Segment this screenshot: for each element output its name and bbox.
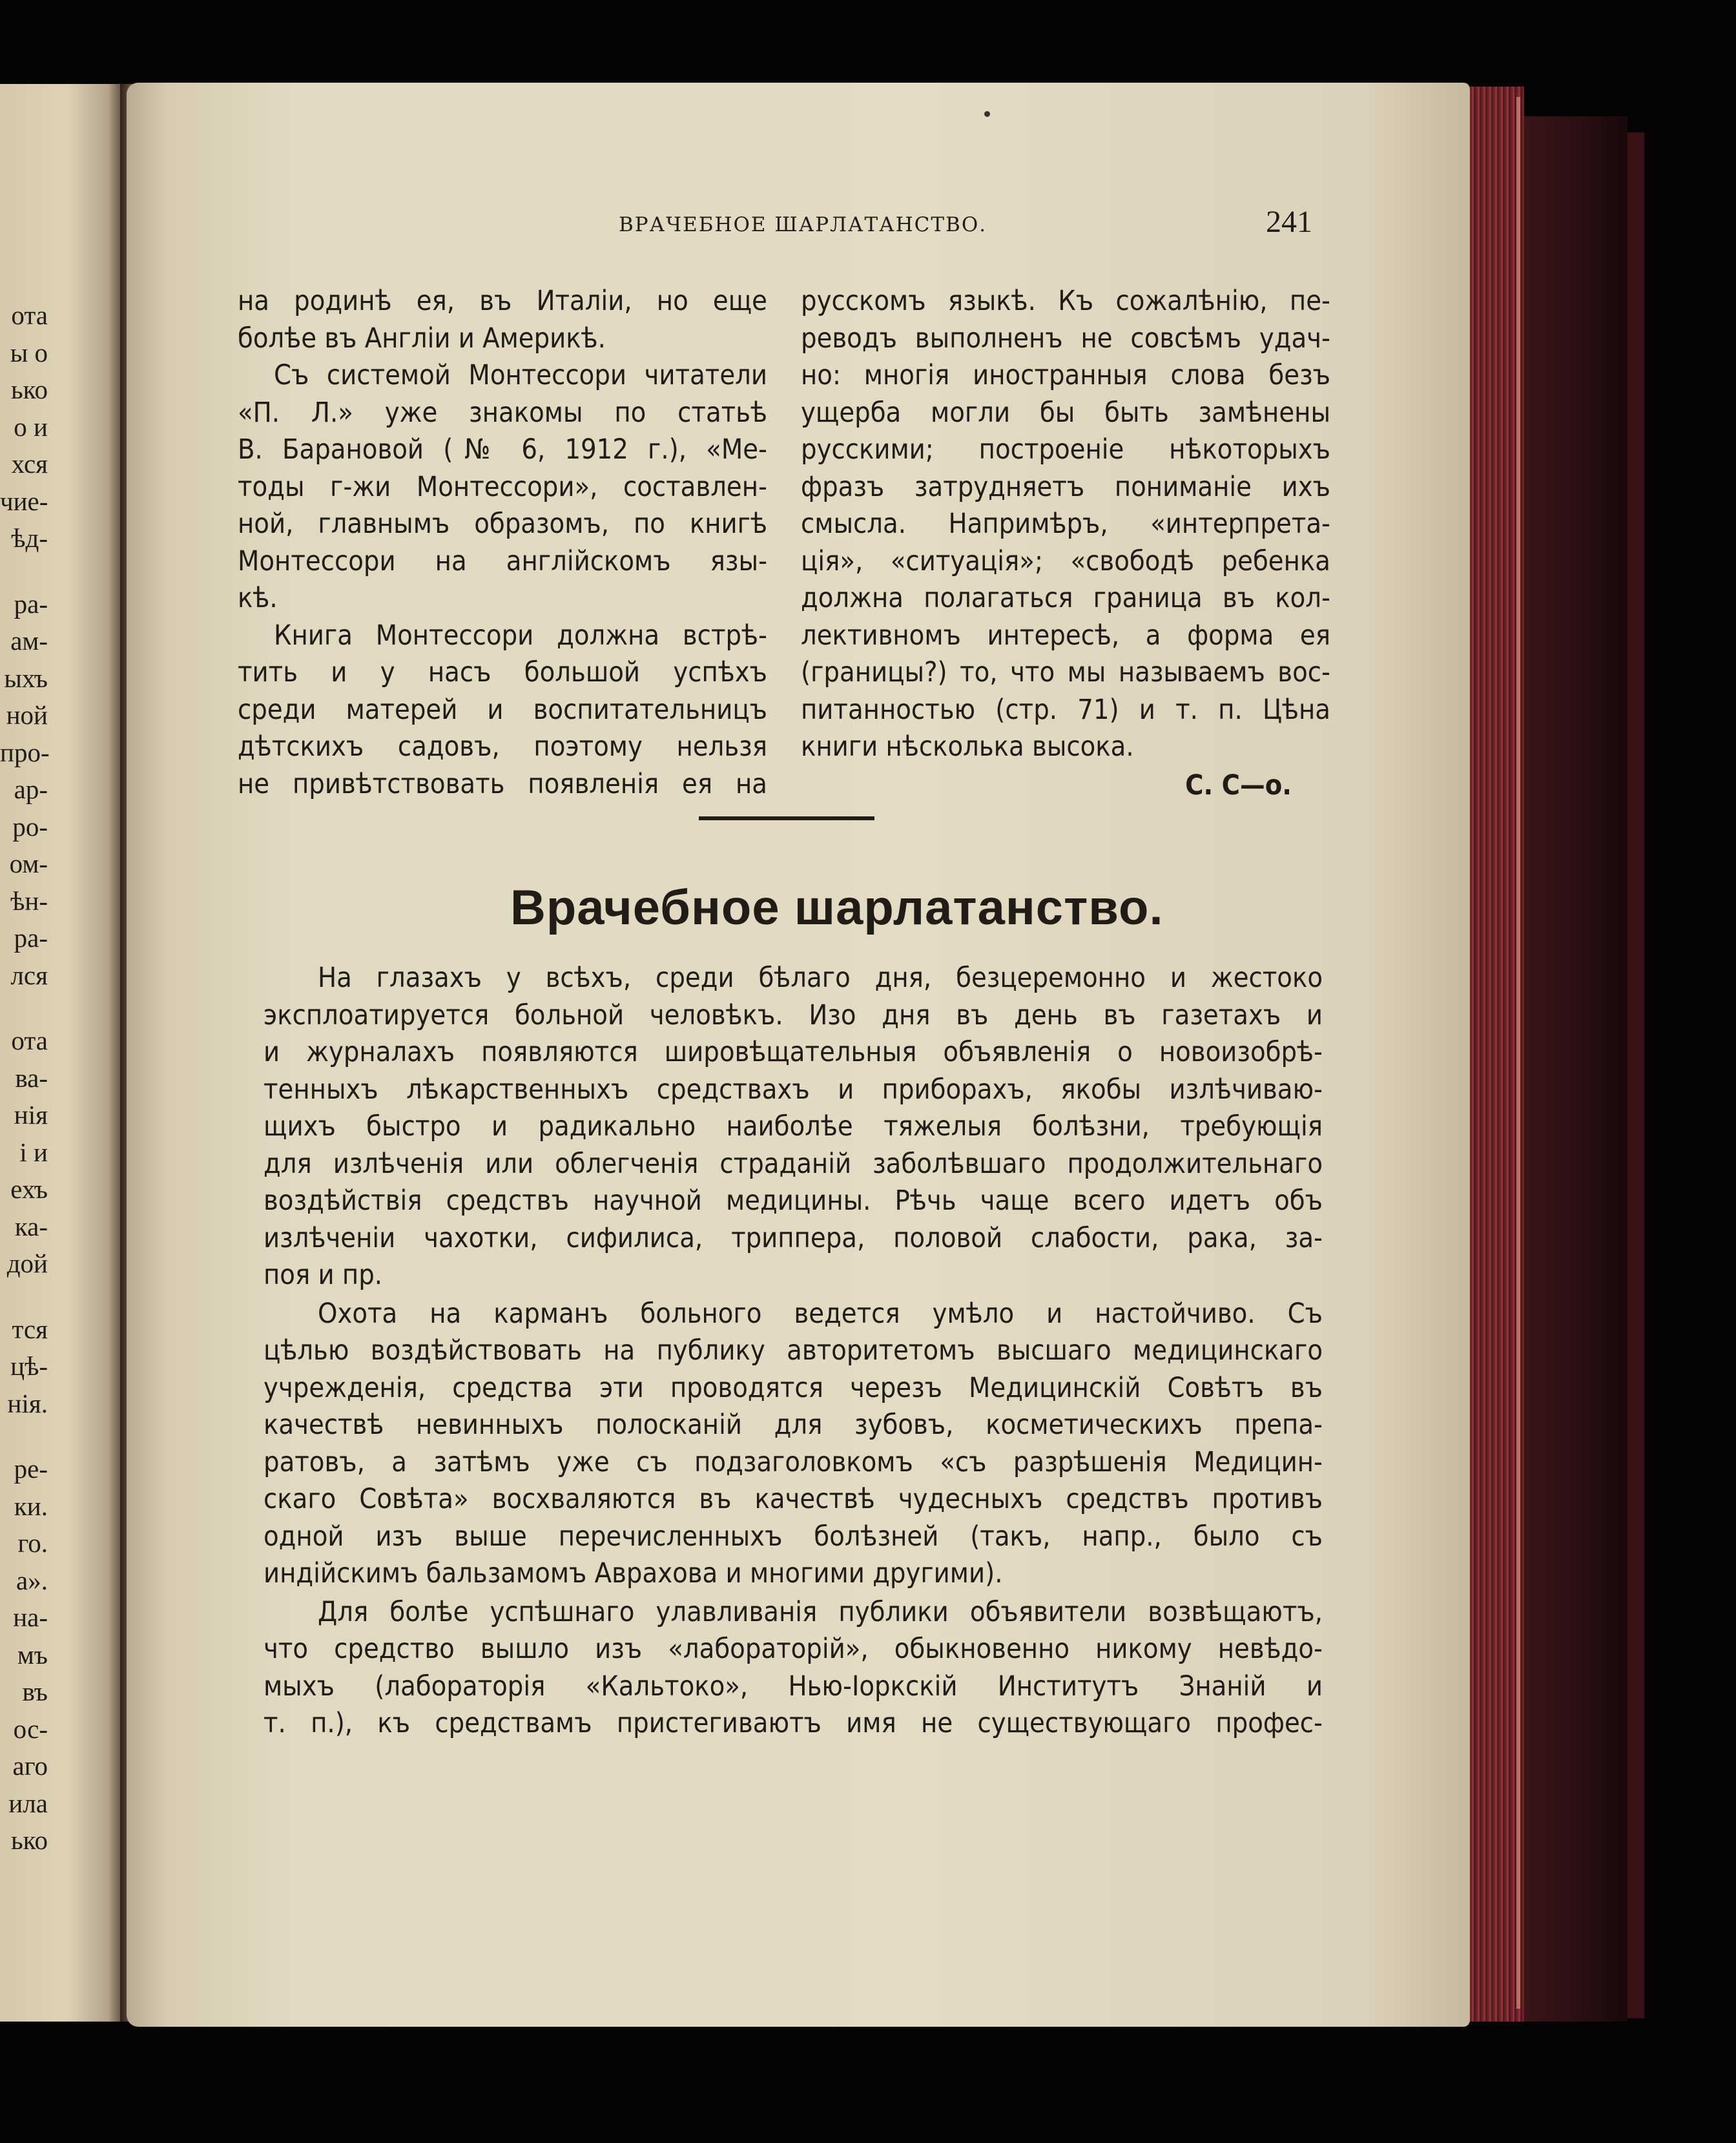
page-number: 241 bbox=[1266, 205, 1312, 239]
text-line: Охота на карманъ больного ведется умѣло и настойчиво. Съ bbox=[318, 1297, 1323, 1330]
text-line: на родинѣ ея, въ Италіи, но еще bbox=[238, 285, 767, 317]
left-fragment-line: нія. bbox=[7, 1388, 48, 1418]
left-fragment-line: ила bbox=[8, 1788, 48, 1818]
left-fragment-line: ва- bbox=[15, 1062, 48, 1093]
review-right-column bbox=[801, 283, 1330, 804]
left-fragment-line: лся bbox=[10, 960, 48, 990]
text-line: скаго Совѣта» восхваляются въ качествѣ чудесныхъ средствъ противъ bbox=[264, 1483, 1323, 1515]
text-line: воздѣйствія средствъ научной медицины. Рѣчь чаще всего идетъ объ bbox=[264, 1185, 1323, 1217]
text-line: На глазахъ у всѣхъ, среди бѣлаго дня, безцеремонно и жестоко bbox=[318, 962, 1323, 994]
text-line: щихъ быстро и радикально наиболѣе тяжелыя болѣзни, требующія bbox=[264, 1110, 1323, 1143]
left-fragment-line: ам- bbox=[10, 626, 48, 656]
left-fragment-line: ной bbox=[6, 700, 48, 730]
text-line: ратовъ, а затѣмъ уже съ подзаголовкомъ «съ разрѣшенія Медицин- bbox=[264, 1445, 1323, 1478]
text-line: смысла. Напримѣръ, «интерпрета- bbox=[801, 508, 1330, 540]
left-fragment-line: і и bbox=[19, 1137, 48, 1167]
left-fragment-line: тся bbox=[12, 1314, 48, 1344]
article-paragraph bbox=[264, 1296, 1323, 1593]
left-fragment-line: о и bbox=[14, 411, 48, 442]
text-line: реводъ выполненъ не совсѣмъ удач- bbox=[801, 322, 1330, 355]
text-line: не привѣтствовать появленія ея на bbox=[238, 767, 767, 800]
facing-left-page bbox=[0, 84, 120, 2022]
text-line: для излѣченія или облегченія страданій заболѣвшаго продолжительнаго bbox=[264, 1147, 1323, 1180]
text-line: одной изъ выше перечисленныхъ болѣзней (такъ, напр., было съ bbox=[264, 1520, 1323, 1553]
text-line: фразъ затрудняетъ пониманіе ихъ bbox=[801, 470, 1330, 503]
left-fragment-line: мъ bbox=[17, 1639, 48, 1670]
left-fragment-line: ько bbox=[10, 375, 48, 404]
text-line: дѣтскихъ садовъ, поэтому нельзя bbox=[238, 730, 767, 763]
fragment-gap bbox=[0, 1422, 48, 1451]
text-line: ція», «ситуація»; «свободѣ ребенка bbox=[801, 544, 1330, 577]
text-line: книги нѣсколька высока. bbox=[801, 730, 1134, 763]
text-line: Книга Монтессори должна встрѣ- bbox=[274, 619, 767, 652]
text-line: русскими; построеніе нѣкоторыхъ bbox=[801, 433, 1330, 466]
left-fragment-line: ѣд- bbox=[11, 523, 48, 553]
left-fragment-line: ѣн- bbox=[10, 885, 48, 916]
text-line: кѣ. bbox=[238, 582, 278, 614]
book-cover bbox=[1524, 116, 1628, 2022]
left-fragment-line: ом- bbox=[9, 849, 48, 878]
text-line: ной, главнымъ образомъ, по книгѣ bbox=[238, 508, 767, 540]
fragment-gap bbox=[0, 557, 48, 586]
left-fragment-line: про- bbox=[0, 737, 50, 767]
left-fragment-line: ос- bbox=[13, 1713, 48, 1744]
left-fragment-line: ота bbox=[11, 300, 48, 330]
left-fragment-line: ро- bbox=[12, 811, 48, 842]
left-fragment-line: ы о bbox=[10, 337, 48, 368]
left-fragment-line: ыхъ bbox=[4, 663, 48, 693]
left-fragment-line: ка- bbox=[14, 1211, 48, 1241]
text-line: питанностью (стр. 71) и т. п. Цѣна bbox=[801, 693, 1330, 726]
fragment-gap bbox=[0, 994, 48, 1022]
left-fragment-line: го. bbox=[17, 1528, 48, 1558]
text-line: индійскимъ бальзамомъ Аврахова и многими другими). bbox=[264, 1557, 1003, 1589]
text-line: Съ системой Монтессори читатели bbox=[274, 359, 767, 391]
text-line: «П. Л.» уже знакомы по статьѣ bbox=[238, 396, 767, 429]
text-line: учрежденія, средства эти проводятся черезъ Медицинскій Совѣтъ въ bbox=[264, 1371, 1323, 1404]
left-fragment-line: ра- bbox=[14, 588, 48, 619]
text-line: эксплоатируется больной человѣкъ. Изо дня въ день въ газетахъ и bbox=[264, 999, 1323, 1031]
left-fragment-line: аго bbox=[12, 1751, 48, 1781]
article-title: Врачебное шарлатанство. bbox=[510, 880, 1164, 935]
left-fragment-line: въ bbox=[22, 1677, 48, 1706]
text-line: но: многія иностранныя слова безъ bbox=[801, 359, 1330, 391]
left-fragment-line: ар- bbox=[14, 774, 48, 804]
article-paragraph bbox=[264, 960, 1323, 1294]
left-fragment-line: на- bbox=[13, 1602, 48, 1632]
left-fragment-line: ки. bbox=[14, 1491, 48, 1521]
left-fragment-line: дой bbox=[6, 1248, 48, 1278]
left-fragment-line: ра- bbox=[14, 923, 48, 953]
text-line: и журналахъ появляются шировѣщательныя объявленія о новоизобрѣ- bbox=[264, 1036, 1323, 1068]
text-line: В. Барановой (№ 6, 1912 г.), «Ме- bbox=[238, 433, 767, 466]
left-fragment-line: чие- bbox=[0, 486, 48, 516]
article-paragraph bbox=[264, 1594, 1323, 1743]
left-fragment-line: ре- bbox=[14, 1454, 48, 1484]
text-line: должна полагаться граница въ кол- bbox=[801, 582, 1330, 614]
left-fragment-line: ота bbox=[11, 1026, 48, 1055]
text-line: поя и пр. bbox=[264, 1259, 383, 1291]
review-signature: С. С—о. bbox=[1185, 769, 1292, 802]
section-divider bbox=[699, 816, 874, 820]
fragment-gap bbox=[0, 1283, 48, 1311]
text-line: излѣченіи чахотки, сифилиса, триппера, половой слабости, рака, за- bbox=[264, 1221, 1323, 1254]
left-fragment-line: а». bbox=[16, 1565, 48, 1595]
left-fragment-line: ько bbox=[10, 1825, 48, 1855]
text-line: ущерба могли бы быть замѣнены bbox=[801, 396, 1330, 429]
review-left-column bbox=[238, 283, 767, 803]
text-line: Монтессори на англійскомъ язы- bbox=[238, 544, 767, 577]
text-line: (границы?) то, что мы называемъ вос- bbox=[801, 656, 1330, 688]
left-fragment-line: нія bbox=[14, 1100, 48, 1130]
left-fragment-line: хся bbox=[11, 449, 48, 479]
left-fragment-line: цѣ- bbox=[10, 1351, 48, 1381]
left-page-text-fragments bbox=[0, 297, 120, 1859]
text-line: тоды г-жи Монтессори», составлен- bbox=[238, 470, 767, 503]
text-line: среди матерей и воспитательницъ bbox=[238, 693, 767, 726]
page-edge-highlight bbox=[1516, 97, 1520, 2009]
text-line: русскомъ языкѣ. Къ сожалѣнію, пе- bbox=[801, 285, 1330, 317]
left-fragment-line: ехъ bbox=[10, 1174, 48, 1204]
text-line: мыхъ (лабораторія «Кальтоко», Нью-Іоркскій Институтъ Знаній и bbox=[264, 1670, 1323, 1703]
book-cover-edge bbox=[1628, 132, 1644, 2018]
running-head: ВРАЧЕБНОЕ ШАРЛАТАНСТВО. bbox=[619, 213, 987, 236]
text-line: т. п.), къ средствамъ пристегиваютъ имя не существующаго профес- bbox=[264, 1707, 1323, 1739]
ink-speck bbox=[984, 111, 990, 117]
text-line: Для болѣе успѣшнаго улавливанія публики объявители возвѣщаютъ, bbox=[318, 1595, 1323, 1628]
article-body bbox=[264, 960, 1323, 1743]
text-line: болѣе въ Англіи и Америкѣ. bbox=[238, 322, 606, 355]
text-line: тить и у насъ большой успѣхъ bbox=[238, 656, 767, 688]
text-line: что средство вышло изъ «лабораторій», обыкновенно никому невѣдо- bbox=[264, 1633, 1323, 1665]
text-line: тенныхъ лѣкарственныхъ средствахъ и приборахъ, якобы излѣчиваю- bbox=[264, 1073, 1323, 1106]
text-line: цѣлью воздѣйствовать на публику авторитетомъ высшаго медицинскаго bbox=[264, 1334, 1323, 1367]
text-line: лективномъ интересѣ, а форма ея bbox=[801, 619, 1330, 652]
text-line: качествѣ невинныхъ полосканій для зубовъ, косметическихъ препа- bbox=[264, 1409, 1323, 1441]
